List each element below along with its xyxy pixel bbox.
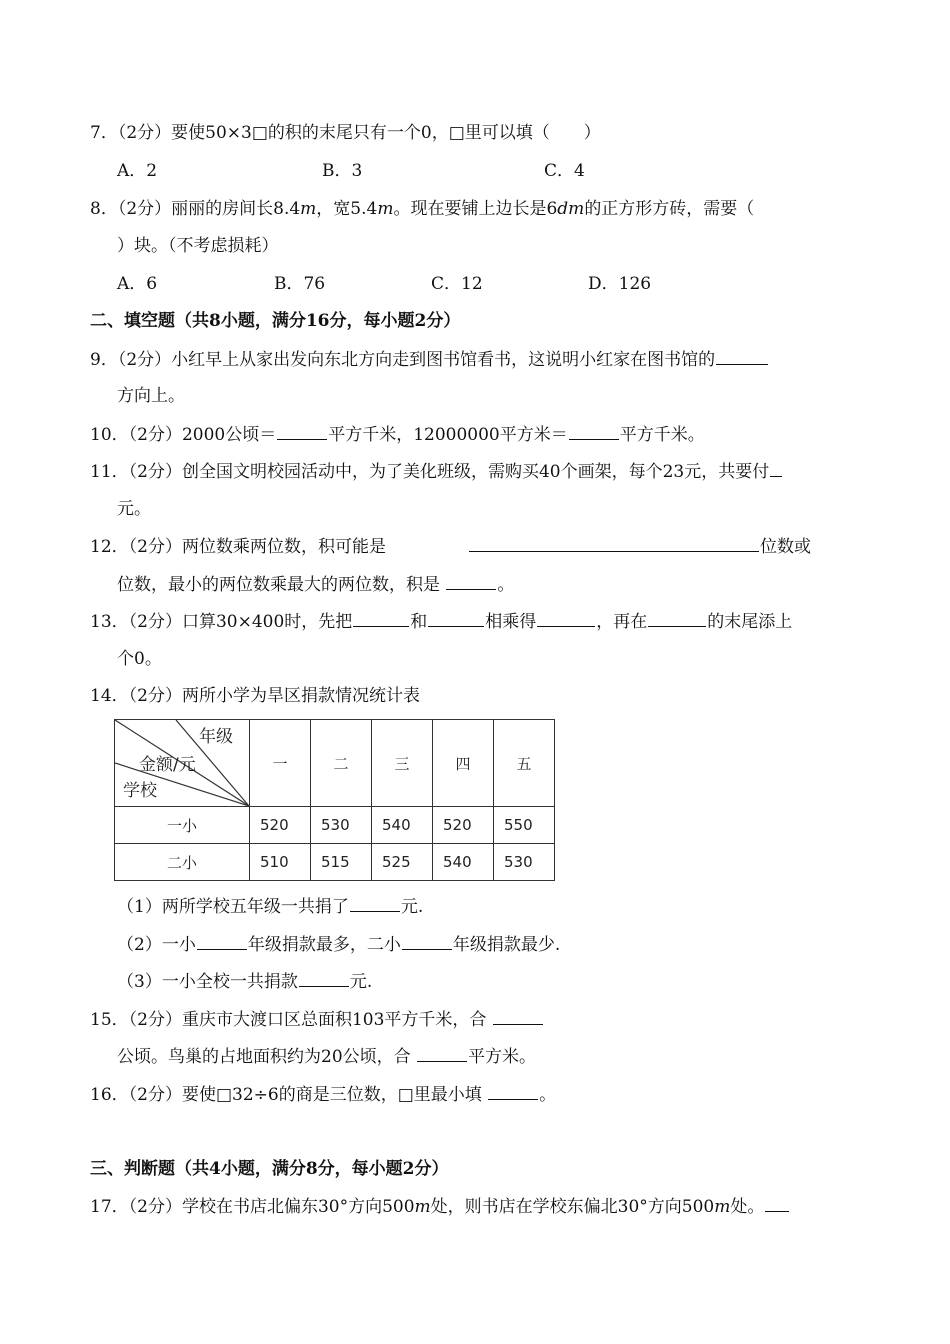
q9-blank[interactable]: [716, 347, 768, 365]
q8-option-b[interactable]: B．76: [274, 274, 326, 294]
q8-option-c[interactable]: C．12: [431, 274, 483, 294]
q7-stem: 7．（2分）要使50×3□的积的末尾只有一个0，□里可以填（ ）: [90, 123, 601, 143]
q17-stem: 17．（2分）学校在书店北偏东30°方向500m处，则书店在学校东偏北30°方向500m处。: [90, 1194, 790, 1219]
q14-sub2-blank-2[interactable]: [402, 932, 452, 950]
q15-stem-line2: 公顷。鸟巢的占地面积约为20公顷，合 平方米。: [117, 1044, 536, 1069]
q13-blank-2[interactable]: [428, 609, 484, 627]
q14-sub1: （1）两所学校五年级一共捐了 元.: [117, 894, 423, 919]
q14-sub2-blank-1[interactable]: [197, 932, 247, 950]
table-row: [115, 807, 555, 844]
q11-blank[interactable]: [770, 459, 782, 477]
donation-table: [114, 719, 555, 881]
q14-sub2: （2）一小 年级捐款最多，二小 年级捐款最少.: [117, 932, 560, 957]
table-cell: 530: [311, 807, 372, 844]
q14-sub3-blank[interactable]: [299, 969, 349, 987]
q9-stem-line2: 方向上。: [117, 386, 185, 406]
q7-options: [117, 159, 701, 183]
grade-header: 一: [250, 720, 311, 807]
table-cell: 515: [311, 844, 372, 881]
q8-stem-line2: ）块。（不考虑损耗）: [117, 236, 279, 256]
q8-stem: 8．（2分）丽丽的房间长8.4m，宽5.4m。现在要铺上边长是6dm的正方形方砖，需要（: [90, 199, 755, 219]
table-cell: 540: [372, 807, 433, 844]
table-cell: 530: [494, 844, 555, 881]
q13-blank-4[interactable]: [648, 609, 706, 627]
q12-stem-line2: 位数，最小的两位数乘最大的两位数，积是 。: [117, 572, 514, 597]
table-cell: 540: [433, 844, 494, 881]
grade-header: 三: [372, 720, 433, 807]
table-cell: 510: [250, 844, 311, 881]
q11-stem-line2: 元。: [117, 499, 151, 519]
grade-header: 五: [494, 720, 555, 807]
q7-option-b[interactable]: B．3: [322, 161, 363, 181]
q16-blank[interactable]: [488, 1082, 538, 1100]
q12-blank-1[interactable]: [469, 534, 759, 552]
corner-school-label: 学校: [123, 781, 157, 801]
q13-stem-line2: 个0。: [117, 649, 162, 669]
q7-option-c[interactable]: C．4: [544, 161, 585, 181]
q12-stem: 12．（2分）两位数乘两位数，积可能是 位数或: [90, 534, 811, 559]
q15-stem: 15．（2分）重庆市大渡口区总面积103平方千米，合: [90, 1007, 544, 1032]
section3-title: 三、判断题（共4小题，满分8分，每小题2分）: [90, 1159, 449, 1179]
q10-blank-2[interactable]: [569, 422, 619, 440]
q11-stem: 11．（2分）创全国文明校园活动中，为了美化班级，需购买40个画架，每个23元，共要付: [90, 459, 783, 484]
grade-header: 二: [311, 720, 372, 807]
table-corner-header: [115, 720, 250, 807]
school-label: 一小: [115, 807, 250, 844]
q9-stem: 9．（2分）小红早上从家出发向东北方向走到图书馆看书，这说明小红家在图书馆的: [90, 347, 769, 372]
table-cell: 525: [372, 844, 433, 881]
q14-title: 14．（2分）两所小学为旱区捐款情况统计表: [90, 686, 420, 706]
q10-stem: 10．（2分）2000公顷＝ 平方千米，12000000平方米＝ 平方千米。: [90, 422, 705, 447]
q8-option-d[interactable]: D．126: [588, 274, 652, 294]
q10-blank-1[interactable]: [277, 422, 327, 440]
q14-sub1-blank[interactable]: [350, 894, 400, 912]
grade-header: 四: [433, 720, 494, 807]
q15-blank-1[interactable]: [493, 1007, 543, 1025]
table-row: [115, 844, 555, 881]
q14-sub3: （3）一小全校一共捐款 元.: [117, 969, 372, 994]
q13-blank-1[interactable]: [353, 609, 409, 627]
table-cell: 520: [250, 807, 311, 844]
school-label: 二小: [115, 844, 250, 881]
q17-blank[interactable]: [765, 1194, 789, 1212]
table-cell: 520: [433, 807, 494, 844]
q8-options: [117, 272, 745, 296]
corner-amount-label: 金额/元: [139, 755, 196, 775]
q13-stem: 13．（2分）口算30×400时，先把 和 相乘得 ，再在 的末尾添上: [90, 609, 792, 634]
q12-blank-2[interactable]: [446, 572, 496, 590]
q15-blank-2[interactable]: [417, 1044, 467, 1062]
table-cell: 550: [494, 807, 555, 844]
section2-title: 二、填空题（共8小题，满分16分，每小题2分）: [90, 311, 461, 331]
q7-option-a[interactable]: A．2: [117, 161, 158, 181]
q13-blank-3[interactable]: [537, 609, 595, 627]
q16-stem: 16．（2分）要使□32÷6的商是三位数，□里最小填 。: [90, 1082, 556, 1107]
corner-grade-label: 年级: [199, 727, 233, 747]
q8-option-a[interactable]: A．6: [117, 274, 158, 294]
